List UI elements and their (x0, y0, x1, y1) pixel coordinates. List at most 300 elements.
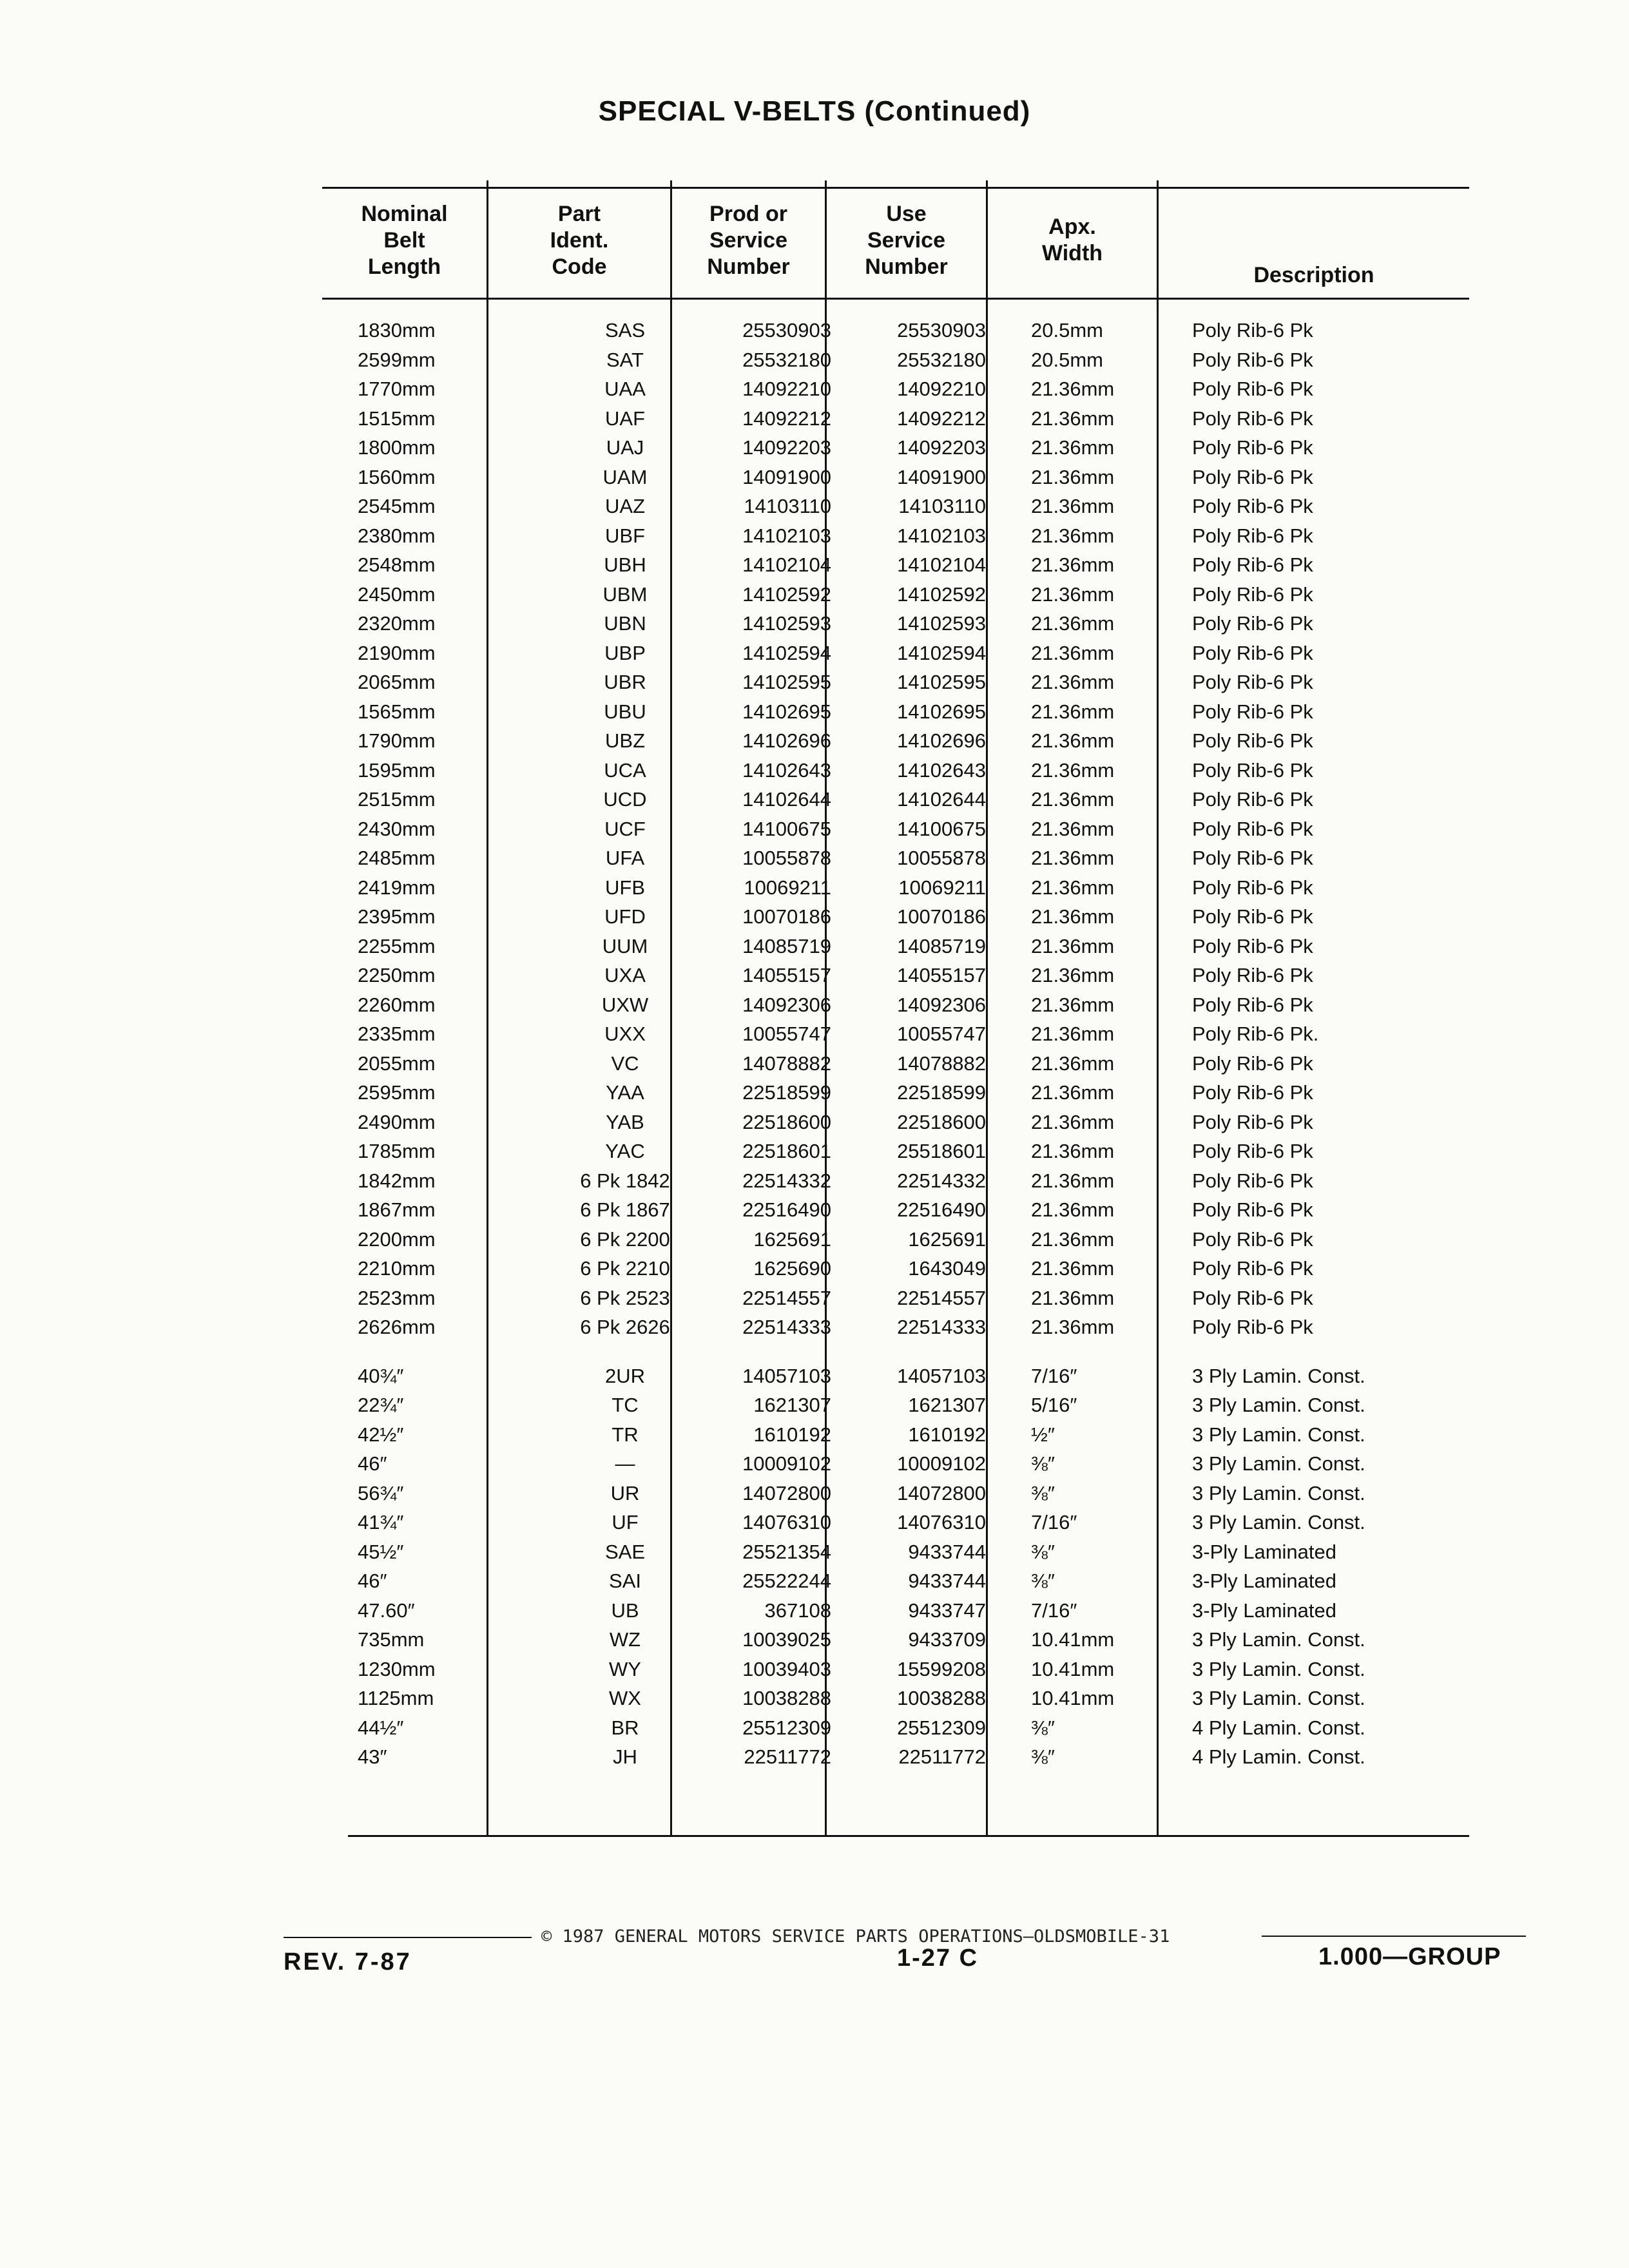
description-cell: Poly Rib-6 Pk (1192, 436, 1313, 459)
belt-length-cell: 2210mm (358, 1257, 436, 1280)
belt-length-cell: 56¾″ (358, 1481, 404, 1504)
belt-length-cell: 2335mm (358, 1023, 436, 1045)
prod-number-cell: 14102644 (742, 788, 831, 811)
group-label: 1.000—GROUP (1318, 1943, 1501, 1970)
use-number-cell: 14085719 (897, 934, 986, 957)
table-row (322, 1742, 1469, 1771)
prod-number-cell: 10070186 (742, 905, 831, 928)
prod-number-cell: 10055878 (742, 847, 831, 869)
part-code-cell: UBR (604, 671, 646, 693)
table-bottom-rule (348, 1835, 1469, 1837)
belt-length-cell: 2419mm (358, 876, 436, 899)
part-code-cell: UFB (605, 876, 645, 899)
belt-length-cell: 1790mm (358, 729, 436, 752)
table-row (322, 932, 1469, 961)
use-number-cell: 14078882 (897, 1052, 986, 1075)
prod-number-cell: 1610192 (753, 1423, 831, 1446)
table-top-rule (322, 187, 1469, 189)
part-code-cell: UB (611, 1599, 639, 1622)
part-code-cell: YAA (606, 1081, 644, 1104)
header-prod-service-number: Prod or Service Number (707, 201, 790, 279)
part-code-cell: BR (611, 1716, 639, 1739)
part-code-cell: UAJ (606, 436, 644, 459)
description-cell: 4 Ply Lamin. Const. (1192, 1716, 1365, 1739)
table-row (322, 1361, 1469, 1390)
description-cell: Poly Rib-6 Pk (1192, 407, 1313, 430)
prod-number-cell: 25522244 (742, 1570, 831, 1592)
header-use-service-number: Use Service Number (865, 201, 948, 279)
footer-rule-right (1262, 1936, 1526, 1937)
use-number-cell: 9433747 (908, 1599, 986, 1622)
belt-length-cell: 2320mm (358, 612, 436, 635)
belt-length-cell: 46″ (358, 1570, 387, 1592)
width-cell: 21.36mm (1031, 729, 1115, 752)
belt-length-cell: 41¾″ (358, 1511, 404, 1533)
description-cell: Poly Rib-6 Pk. (1192, 1023, 1319, 1045)
part-code-cell: UCF (604, 817, 646, 840)
prod-number-cell: 14092212 (742, 407, 831, 430)
table-row (322, 1108, 1469, 1137)
width-cell: 10.41mm (1031, 1687, 1115, 1709)
belt-length-cell: 2395mm (358, 905, 436, 928)
prod-number-cell: 25530903 (742, 319, 831, 341)
prod-number-cell: 14091900 (742, 465, 831, 488)
part-code-cell: SAT (606, 348, 644, 371)
width-cell: 21.36mm (1031, 905, 1115, 928)
prod-number-cell: 22518600 (742, 1110, 831, 1133)
table-row (322, 1508, 1469, 1537)
page-number: 1-27 C (897, 1945, 979, 1972)
description-cell: Poly Rib-6 Pk (1192, 700, 1313, 723)
table-row (322, 990, 1469, 1019)
use-number-cell: 22514333 (897, 1316, 986, 1338)
prod-number-cell: 10039025 (742, 1628, 831, 1651)
description-cell: Poly Rib-6 Pk (1192, 378, 1313, 400)
table-row (322, 756, 1469, 785)
copyright-notice: © 1987 GENERAL MOTORS SERVICE PARTS OPERATIONS—OLDSMOBILE-31 (541, 1927, 1170, 1946)
use-number-cell: 10009102 (897, 1452, 986, 1475)
prod-number-cell: 14102103 (742, 524, 831, 547)
belt-length-cell: 1830mm (358, 319, 436, 341)
belt-length-cell: 735mm (358, 1628, 425, 1651)
use-number-cell: 14102696 (897, 729, 986, 752)
width-cell: 10.41mm (1031, 1657, 1115, 1680)
description-cell: 3 Ply Lamin. Const. (1192, 1481, 1365, 1504)
width-cell: 21.36mm (1031, 436, 1115, 459)
belt-length-cell: 45½″ (358, 1540, 404, 1563)
belt-length-cell: 2485mm (358, 847, 436, 869)
prod-number-cell: 14102643 (742, 758, 831, 782)
use-number-cell: 22511772 (898, 1745, 986, 1768)
part-code-cell: SAI (609, 1570, 641, 1592)
use-number-cell: 14102643 (897, 758, 986, 782)
description-cell: Poly Rib-6 Pk (1192, 1198, 1313, 1221)
description-cell: 3 Ply Lamin. Const. (1192, 1364, 1365, 1387)
description-cell: 3 Ply Lamin. Const. (1192, 1423, 1365, 1446)
prod-number-cell: 1621307 (753, 1394, 831, 1416)
use-number-cell: 14102595 (897, 671, 986, 693)
part-code-cell: UFA (605, 847, 645, 869)
description-cell: 3 Ply Lamin. Const. (1192, 1687, 1365, 1709)
belt-length-cell: 2190mm (358, 641, 436, 664)
prod-number-cell: 14102594 (742, 641, 831, 664)
description-cell: Poly Rib-6 Pk (1192, 524, 1313, 547)
width-cell: 21.36mm (1031, 758, 1115, 782)
belt-length-cell: 1770mm (358, 378, 436, 400)
header-apx-width: Apx. Width (1041, 215, 1103, 265)
width-cell: 21.36mm (1031, 964, 1115, 986)
prod-number-cell: 22514333 (742, 1316, 831, 1338)
table-row (322, 316, 1469, 345)
part-code-cell: UBU (604, 700, 646, 723)
prod-number-cell: 25521354 (742, 1540, 831, 1563)
table-row (322, 1312, 1469, 1341)
prod-number-cell: 14102696 (742, 729, 831, 752)
part-code-cell: UBP (604, 641, 646, 664)
belt-length-cell: 2065mm (358, 671, 436, 693)
width-cell: 20.5mm (1031, 319, 1103, 341)
width-cell: ⅜″ (1031, 1481, 1055, 1504)
part-code-cell: UAM (602, 465, 648, 488)
use-number-cell: 14091900 (897, 465, 986, 488)
width-cell: 21.36mm (1031, 700, 1115, 723)
belt-length-cell: 43″ (358, 1745, 387, 1768)
prod-number-cell: 14078882 (742, 1052, 831, 1075)
table-row (322, 785, 1469, 814)
width-cell: 21.36mm (1031, 1081, 1115, 1104)
use-number-cell: 25512309 (897, 1716, 986, 1739)
belt-length-cell: 42½″ (358, 1423, 404, 1446)
use-number-cell: 9433744 (908, 1570, 986, 1592)
table-row (322, 550, 1469, 579)
use-number-cell: 10055747 (897, 1023, 986, 1045)
use-number-cell: 14102104 (897, 553, 986, 576)
width-cell: 10.41mm (1031, 1628, 1115, 1651)
part-code-cell: UCD (603, 788, 647, 811)
prod-number-cell: 10009102 (742, 1452, 831, 1475)
width-cell: 21.36mm (1031, 524, 1115, 547)
width-cell: 21.36mm (1031, 671, 1115, 693)
use-number-cell: 22518599 (897, 1081, 986, 1104)
width-cell: 21.36mm (1031, 876, 1115, 899)
table-row (322, 345, 1469, 374)
width-cell: 21.36mm (1031, 1257, 1115, 1280)
prod-number-cell: 14103110 (744, 495, 831, 517)
description-cell: Poly Rib-6 Pk (1192, 847, 1313, 869)
description-cell: Poly Rib-6 Pk (1192, 495, 1313, 517)
prod-number-cell: 22516490 (742, 1198, 831, 1221)
width-cell: ⅜″ (1031, 1570, 1055, 1592)
revision-label: REV. 7-87 (284, 1948, 412, 1975)
description-cell: Poly Rib-6 Pk (1192, 1169, 1313, 1192)
prod-number-cell: 25512309 (742, 1716, 831, 1739)
table-row (322, 961, 1469, 990)
prod-number-cell: 22518601 (742, 1140, 831, 1162)
use-number-cell: 25530903 (897, 319, 986, 341)
table-row (322, 1420, 1469, 1449)
width-cell: ⅜″ (1031, 1452, 1055, 1475)
header-bottom-rule (322, 298, 1469, 300)
part-code-cell: 6 Pk 1867 (580, 1198, 670, 1221)
prod-number-cell: 14102595 (742, 671, 831, 693)
width-cell: 21.36mm (1031, 1316, 1115, 1338)
part-code-cell: UBH (604, 553, 646, 576)
part-code-cell: UXA (604, 964, 646, 986)
width-cell: 7/16″ (1031, 1511, 1077, 1533)
description-cell: Poly Rib-6 Pk (1192, 553, 1313, 576)
prod-number-cell: 14102592 (742, 582, 831, 606)
belt-length-cell: 2548mm (358, 553, 436, 576)
description-cell: Poly Rib-6 Pk (1192, 641, 1313, 664)
use-number-cell: 25518601 (897, 1140, 986, 1162)
description-cell: Poly Rib-6 Pk (1192, 729, 1313, 752)
use-number-cell: 9433709 (908, 1628, 986, 1651)
width-cell: ½″ (1031, 1423, 1055, 1446)
use-number-cell: 14057103 (897, 1364, 986, 1387)
description-cell: Poly Rib-6 Pk (1192, 582, 1313, 606)
prod-number-cell: 14055157 (742, 964, 831, 986)
description-cell: Poly Rib-6 Pk (1192, 1227, 1313, 1251)
part-code-cell: UF (612, 1511, 639, 1533)
table-row (322, 726, 1469, 755)
description-cell: Poly Rib-6 Pk (1192, 788, 1313, 811)
description-cell: 3 Ply Lamin. Const. (1192, 1394, 1365, 1416)
part-code-cell: UBM (602, 582, 648, 606)
table-row (322, 1390, 1469, 1419)
belt-length-cell: 46″ (358, 1452, 387, 1475)
prod-number-cell: 14100675 (742, 817, 831, 840)
width-cell: 21.36mm (1031, 788, 1115, 811)
footer-rule-left (284, 1937, 532, 1938)
description-cell: Poly Rib-6 Pk (1192, 1081, 1313, 1104)
belt-length-cell: 2250mm (358, 964, 436, 986)
page-title: SPECIAL V-BELTS (Continued) (598, 95, 1031, 127)
belt-length-cell: 2595mm (358, 1081, 436, 1104)
prod-number-cell: 22514332 (742, 1169, 831, 1192)
width-cell: 21.36mm (1031, 1052, 1115, 1075)
description-cell: Poly Rib-6 Pk (1192, 876, 1313, 899)
description-cell: Poly Rib-6 Pk (1192, 758, 1313, 782)
prod-number-cell: 14092203 (742, 436, 831, 459)
belt-length-cell: 1595mm (358, 758, 436, 782)
prod-number-cell: 14102695 (742, 700, 831, 723)
description-cell: Poly Rib-6 Pk (1192, 1052, 1313, 1075)
part-code-cell: YAC (605, 1140, 645, 1162)
table-row (322, 580, 1469, 609)
part-code-cell: WZ (609, 1628, 641, 1651)
use-number-cell: 1621307 (908, 1394, 986, 1416)
width-cell: ⅜″ (1031, 1540, 1055, 1563)
belt-length-cell: 2260mm (358, 993, 436, 1016)
table-row (322, 814, 1469, 843)
width-cell: 21.36mm (1031, 378, 1115, 400)
table-row (322, 1479, 1469, 1508)
part-code-cell: UBN (604, 612, 646, 635)
use-number-cell: 22518600 (897, 1110, 986, 1133)
width-cell: 21.36mm (1031, 1169, 1115, 1192)
prod-number-cell: 22511772 (744, 1745, 831, 1768)
table-row (322, 492, 1469, 521)
width-cell: 21.36mm (1031, 1023, 1115, 1045)
table-row (322, 1254, 1469, 1283)
use-number-cell: 14072800 (897, 1481, 986, 1504)
use-number-cell: 14102592 (897, 582, 986, 606)
prod-number-cell: 10038288 (742, 1687, 831, 1709)
width-cell: 21.36mm (1031, 847, 1115, 869)
table-row (322, 1596, 1469, 1625)
part-code-cell: WX (609, 1687, 641, 1709)
table-row (322, 1625, 1469, 1654)
use-number-cell: 1610192 (908, 1423, 986, 1446)
belt-length-cell: 1125mm (358, 1687, 434, 1709)
use-number-cell: 14102644 (897, 788, 986, 811)
belt-length-cell: 1800mm (358, 436, 436, 459)
width-cell: 21.36mm (1031, 1198, 1115, 1221)
part-code-cell: TR (612, 1423, 639, 1446)
description-cell: Poly Rib-6 Pk (1192, 1257, 1313, 1280)
part-code-cell: UXW (601, 993, 649, 1016)
table-row (322, 1166, 1469, 1195)
description-cell: Poly Rib-6 Pk (1192, 964, 1313, 986)
description-cell: Poly Rib-6 Pk (1192, 319, 1313, 341)
part-code-cell: 6 Pk 2523 (580, 1286, 670, 1309)
use-number-cell: 14092212 (897, 407, 986, 430)
width-cell: 20.5mm (1031, 348, 1103, 371)
description-cell: 4 Ply Lamin. Const. (1192, 1745, 1365, 1768)
part-code-cell: UBF (605, 524, 645, 547)
use-number-cell: 14092306 (897, 993, 986, 1016)
v-belt-table (322, 180, 1469, 1836)
belt-length-cell: 44½″ (358, 1716, 404, 1739)
prod-number-cell: 14057103 (742, 1364, 831, 1387)
use-number-cell: 10038288 (897, 1687, 986, 1709)
prod-number-cell: 22518599 (742, 1081, 831, 1104)
belt-length-cell: 1560mm (358, 465, 436, 488)
use-number-cell: 10070186 (897, 905, 986, 928)
table-row (322, 843, 1469, 872)
prod-number-cell: 22514557 (742, 1286, 831, 1309)
prod-number-cell: 14092306 (742, 993, 831, 1016)
part-code-cell: UAA (604, 378, 646, 400)
use-number-cell: 25532180 (897, 348, 986, 371)
header-description: Description (1253, 263, 1374, 287)
belt-length-cell: 2430mm (358, 817, 436, 840)
belt-length-cell: 1230mm (358, 1657, 436, 1680)
part-code-cell: SAS (604, 319, 646, 341)
part-code-cell: YAB (606, 1110, 644, 1133)
prod-number-cell: 10039403 (742, 1657, 831, 1680)
table-row (322, 1049, 1469, 1078)
prod-number-cell: 14102104 (742, 553, 831, 576)
description-cell: 3 Ply Lamin. Const. (1192, 1511, 1365, 1533)
table-row (322, 1137, 1469, 1166)
belt-length-cell: 1515mm (358, 407, 436, 430)
part-code-cell: 6 Pk 2200 (580, 1227, 670, 1251)
description-cell: Poly Rib-6 Pk (1192, 993, 1313, 1016)
belt-length-cell: 2523mm (358, 1286, 436, 1309)
belt-length-cell: 2545mm (358, 495, 436, 517)
table-row (322, 697, 1469, 726)
part-code-cell: UR (610, 1481, 640, 1504)
header-nominal-belt-length: Nominal Belt Length (361, 201, 448, 279)
part-code-cell: JH (613, 1745, 637, 1768)
prod-number-cell: 10055747 (742, 1023, 831, 1045)
use-number-cell: 14103110 (898, 495, 986, 517)
belt-length-cell: 1785mm (358, 1140, 436, 1162)
belt-length-cell: 2515mm (358, 788, 436, 811)
table-row (322, 404, 1469, 433)
part-code-cell: UUM (602, 934, 648, 957)
part-code-cell: UAF (605, 407, 645, 430)
part-code-cell: WY (609, 1657, 641, 1680)
table-row (322, 1283, 1469, 1312)
table-row (322, 1019, 1469, 1048)
use-number-cell: 14092210 (897, 378, 986, 400)
description-cell: Poly Rib-6 Pk (1192, 348, 1313, 371)
width-cell: 21.36mm (1031, 612, 1115, 635)
use-number-cell: 14102695 (897, 700, 986, 723)
part-code-cell: — (615, 1452, 635, 1475)
part-code-cell: UAZ (605, 495, 645, 517)
width-cell: ⅜″ (1031, 1716, 1055, 1739)
use-number-cell: 14076310 (897, 1511, 986, 1533)
table-row (322, 1078, 1469, 1107)
width-cell: 21.36mm (1031, 582, 1115, 606)
description-cell: Poly Rib-6 Pk (1192, 905, 1313, 928)
belt-length-cell: 1867mm (358, 1198, 436, 1221)
prod-number-cell: 14072800 (742, 1481, 831, 1504)
part-code-cell: UBZ (605, 729, 645, 752)
prod-number-cell: 14076310 (742, 1511, 831, 1533)
part-code-cell: 2UR (604, 1364, 645, 1387)
use-number-cell: 1643049 (908, 1257, 986, 1280)
description-cell: Poly Rib-6 Pk (1192, 465, 1313, 488)
use-number-cell: 14092203 (897, 436, 986, 459)
description-cell: 3-Ply Laminated (1192, 1570, 1337, 1592)
width-cell: 21.36mm (1031, 1286, 1115, 1309)
width-cell: 7/16″ (1031, 1364, 1077, 1387)
belt-length-cell: 2255mm (358, 934, 436, 957)
use-number-cell: 22516490 (897, 1198, 986, 1221)
width-cell: 7/16″ (1031, 1599, 1077, 1622)
width-cell: 21.36mm (1031, 1140, 1115, 1162)
use-number-cell: 1625691 (908, 1227, 986, 1251)
table-row (322, 1195, 1469, 1224)
width-cell: 21.36mm (1031, 407, 1115, 430)
width-cell: 21.36mm (1031, 993, 1115, 1016)
description-cell: 3 Ply Lamin. Const. (1192, 1452, 1365, 1475)
belt-length-cell: 2599mm (358, 348, 436, 371)
width-cell: 21.36mm (1031, 641, 1115, 664)
table-row (322, 433, 1469, 462)
description-cell: Poly Rib-6 Pk (1192, 1110, 1313, 1133)
table-row (322, 1713, 1469, 1742)
use-number-cell: 10055878 (897, 847, 986, 869)
part-code-cell: 6 Pk 2210 (580, 1257, 670, 1280)
belt-length-cell: 2055mm (358, 1052, 436, 1075)
part-code-cell: TC (612, 1394, 639, 1416)
width-cell: ⅜″ (1031, 1745, 1055, 1768)
table-row (322, 639, 1469, 668)
description-cell: Poly Rib-6 Pk (1192, 1140, 1313, 1162)
prod-number-cell: 14092210 (742, 378, 831, 400)
part-code-cell: 6 Pk 1842 (580, 1169, 670, 1192)
table-row (322, 521, 1469, 550)
width-cell: 21.36mm (1031, 553, 1115, 576)
part-code-cell: 6 Pk 2626 (580, 1316, 670, 1338)
belt-length-cell: 1565mm (358, 700, 436, 723)
width-cell: 21.36mm (1031, 495, 1115, 517)
